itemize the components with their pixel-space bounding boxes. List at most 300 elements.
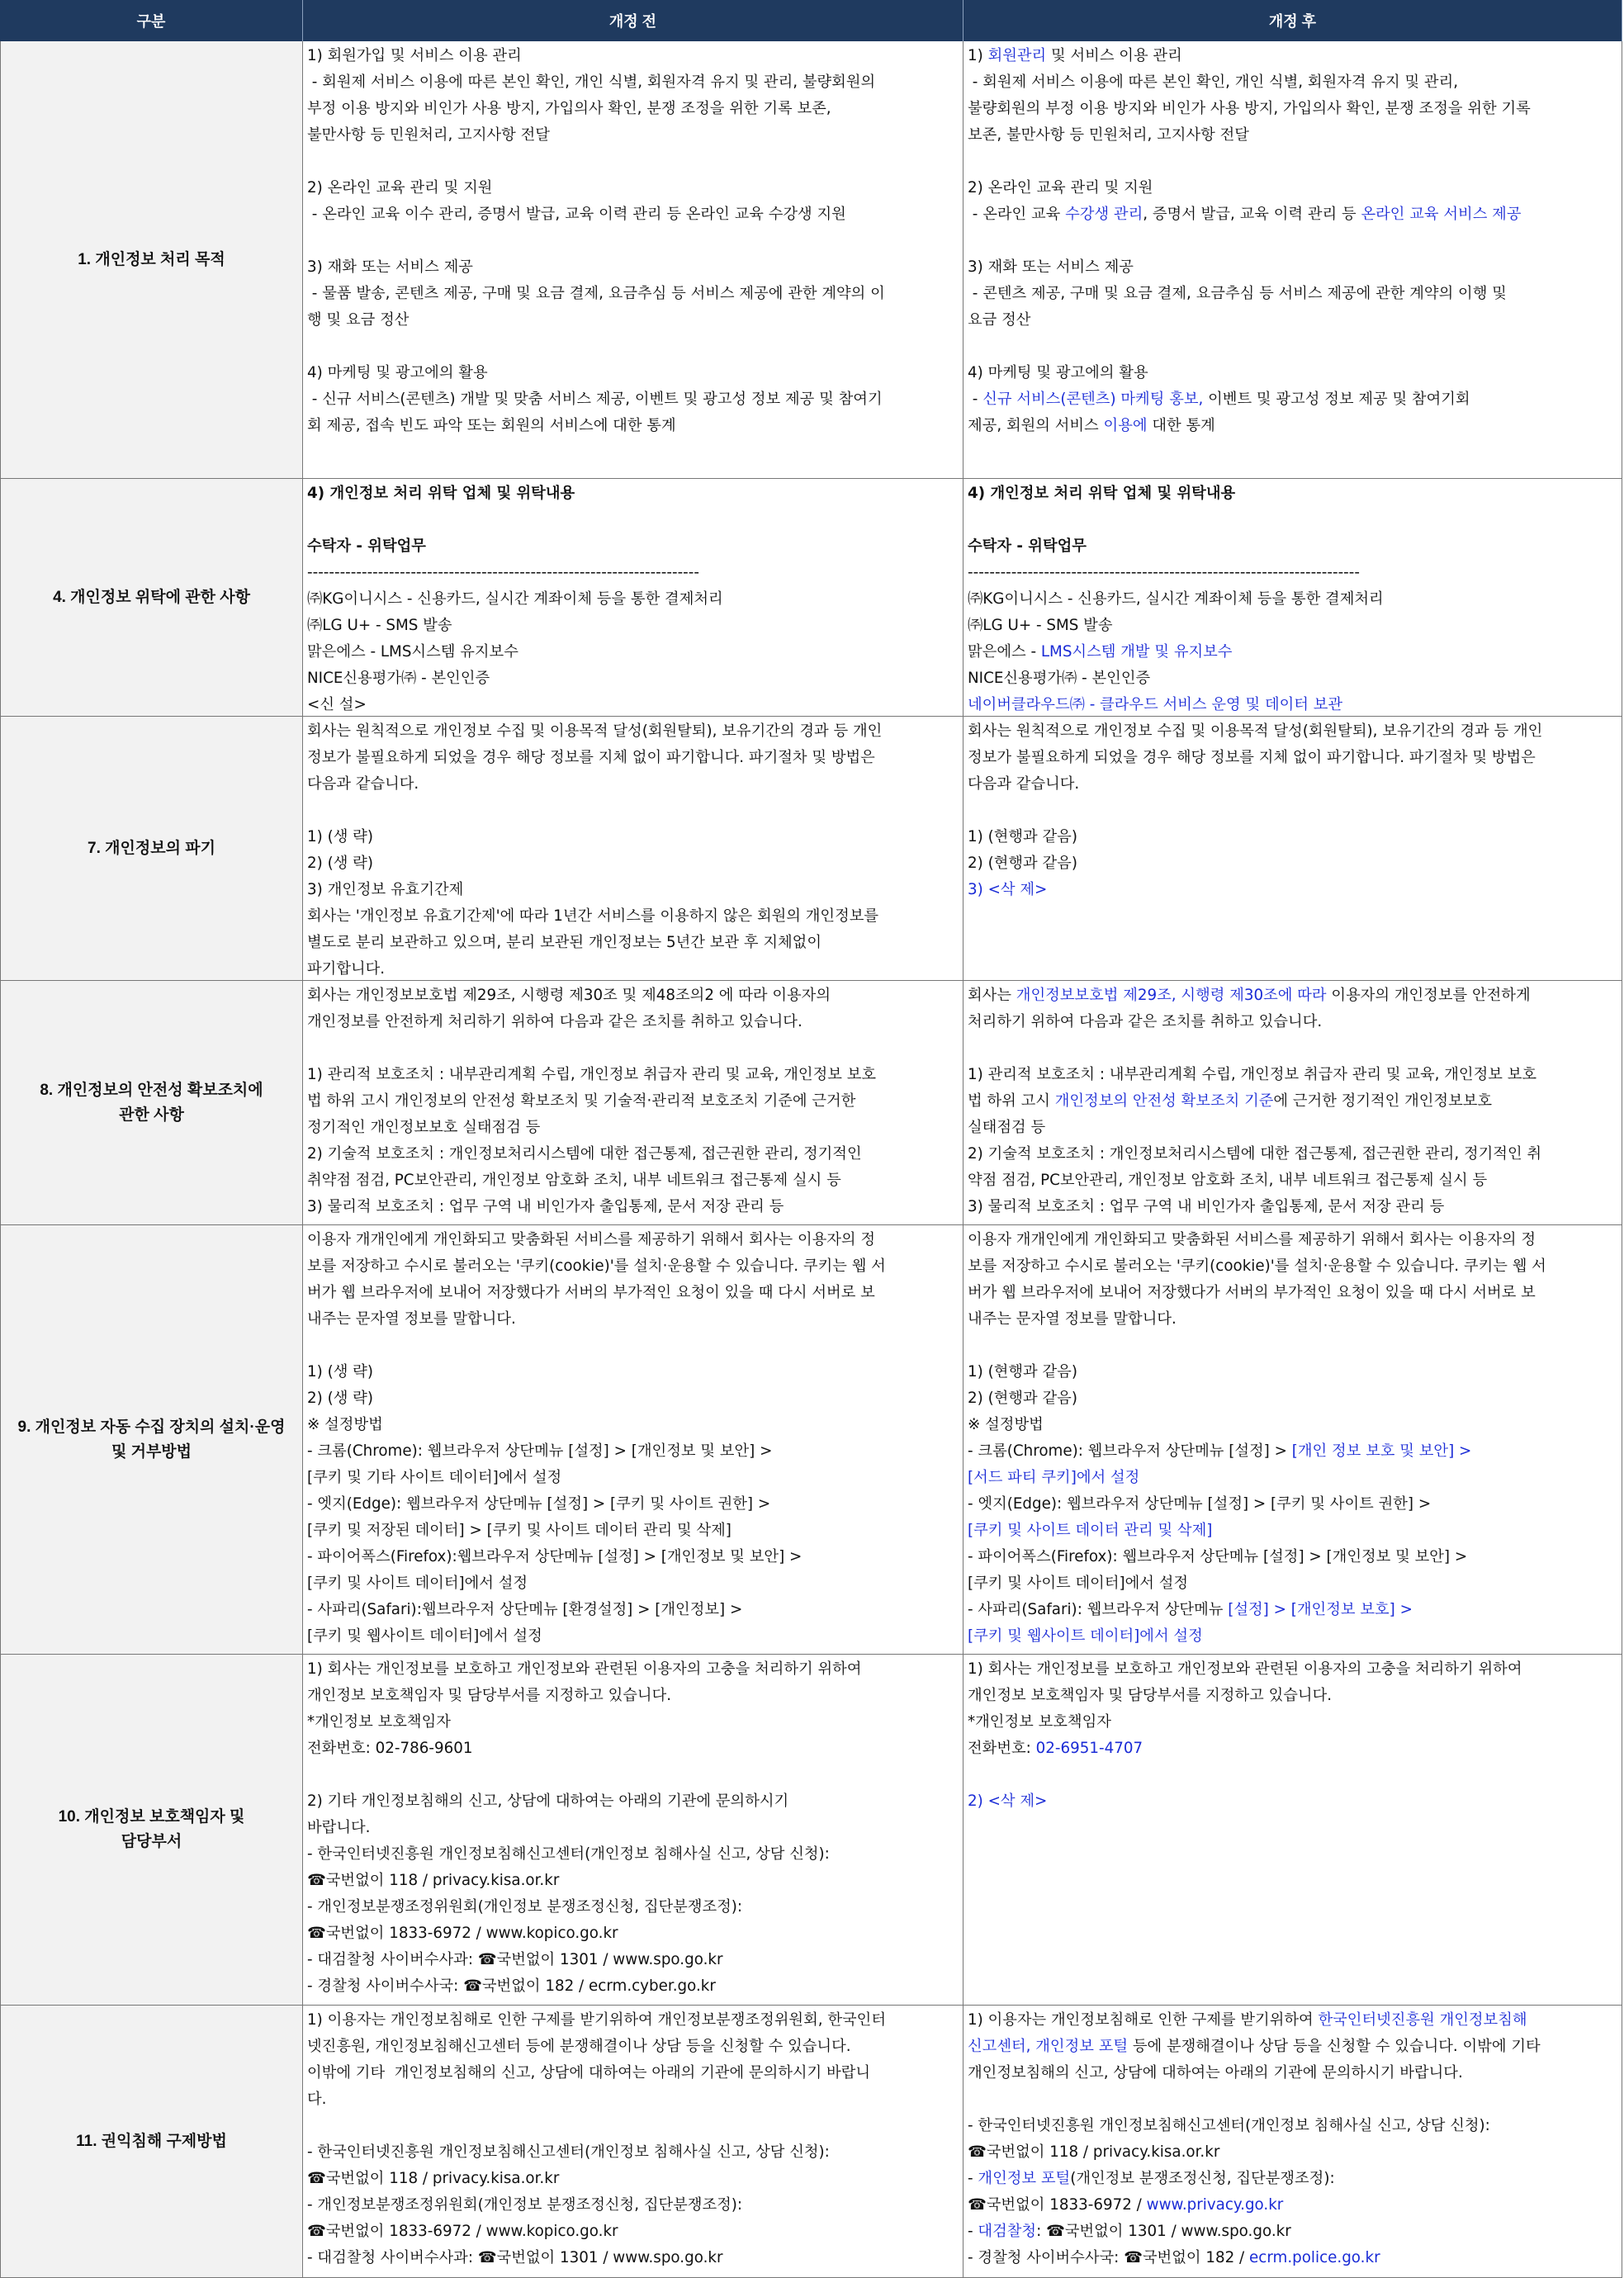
before-text-cell (303, 41, 964, 478)
text-segment: 2) 기타 개인정보침해의 신고, 상담에 대하여는 아래의 기관에 문의하시기 (307, 1793, 789, 1810)
text-segment: - 엣지(Edge): 웹브라우저 상단메뉴 [설정] > [쿠키 및 사이트 권한] > (307, 1495, 771, 1513)
text-segment: 회사는 (968, 987, 1016, 1004)
changed-text: 회원관리 (987, 47, 1047, 64)
text-line (307, 1736, 959, 1762)
text-line (968, 1623, 1617, 1650)
text-segment: ☎국번없이 1833-6972 / www.kopico.go.kr (307, 1925, 618, 1942)
table-row (0, 479, 1622, 717)
text-segment: 바랍니다. (307, 1819, 371, 1836)
text-line (968, 1035, 1617, 1062)
text-line (307, 1491, 959, 1518)
text-line (307, 1597, 959, 1623)
text-segment: 불만사항 등 민원처리, 고지사항 전달 (307, 126, 550, 144)
text-segment: 2) (현행과 같음) (968, 1390, 1077, 1407)
text-segment: 3) 재화 또는 서비스 제공 (968, 258, 1134, 276)
row-category-label: 8. 개인정보의 안전성 확보조치에 관한 사항 (0, 981, 303, 1224)
text-segment: ※ 설정방법 (968, 1416, 1044, 1433)
text-line (307, 2219, 959, 2245)
after-text-cell (964, 717, 1622, 980)
before-text-cell (303, 717, 964, 980)
text-line (307, 1359, 959, 1385)
text-line (307, 1947, 959, 1973)
text-segment: ------------------------------------------------------------------------ (968, 564, 1360, 581)
text-segment: ☎국번없이 118 / privacy.kisa.or.kr (968, 2143, 1220, 2161)
text-segment: 회사는 개인정보보호법 제29조, 시행령 제30조 및 제48조의2 에 따라 이용자의 (307, 987, 831, 1004)
text-segment: - 크롬(Chrome): 웹브라우저 상단메뉴 [설정] > (968, 1442, 1292, 1460)
text-segment: 이용자의 개인정보를 안전하게 (1326, 987, 1531, 1004)
text-line (968, 2219, 1617, 2245)
text-segment: <신 설> (307, 696, 367, 713)
text-segment: [쿠키 및 웹사이트 데이터]에서 설정 (307, 1627, 542, 1645)
text-segment: - 한국인터넷진흥원 개인정보침해신고센터(개인정보 침해사실 신고, 상담 신청): (307, 2143, 830, 2161)
text-line (307, 149, 959, 175)
row-category-label: 10. 개인정보 보호책임자 및 담당부서 (0, 1655, 303, 2005)
before-text-cell (303, 1225, 964, 1654)
text-line (307, 2086, 959, 2113)
table-body (0, 41, 1622, 2278)
text-segment: 행 및 요금 정산 (307, 311, 410, 329)
text-line (968, 1736, 1617, 1762)
text-segment: 3) 물리적 보호조치 : 업무 구역 내 비인가자 출입통제, 문서 저장 관리 등 (307, 1198, 784, 1215)
text-line (968, 507, 1617, 533)
text-segment: 전화번호: 02-786-9601 (307, 1740, 473, 1757)
text-segment: 4) 마케팅 및 광고에의 활용 (307, 364, 488, 381)
text-line (307, 1141, 959, 1167)
text-segment: 2) 온라인 교육 관리 및 지원 (968, 179, 1153, 197)
changed-text: 3) <삭 제> (968, 881, 1048, 898)
text-line (307, 507, 959, 533)
text-line (968, 360, 1617, 386)
text-segment: NICE신용평가㈜ - 본인인증 (307, 670, 490, 687)
text-line (307, 956, 959, 980)
text-segment: - 크롬(Chrome): 웹브라우저 상단메뉴 [설정] > [개인정보 및 보안] > (307, 1442, 773, 1460)
text-line (968, 1333, 1617, 1359)
text-segment: 정보가 불필요하게 되었을 경우 해당 정보를 지체 없이 파기합니다. 파기절차 및 방법은 (968, 749, 1536, 766)
text-line (307, 718, 959, 745)
text-segment: *개인정보 보호책임자 (968, 1713, 1111, 1731)
text-segment: NICE신용평가㈜ - 본인인증 (968, 670, 1151, 687)
table-row (0, 981, 1622, 1225)
text-segment: - 개인정보분쟁조정위원회(개인정보 분쟁조정신청, 집단분쟁조정): (307, 2196, 743, 2214)
text-line (968, 2007, 1617, 2034)
text-line (307, 692, 959, 716)
text-segment: 정보가 불필요하게 되었을 경우 해당 정보를 지체 없이 파기합니다. 파기절차 및 방법은 (307, 749, 875, 766)
changed-text: 온라인 교육 서비스 제공 (1361, 206, 1522, 223)
text-segment: [쿠키 및 사이트 데이터]에서 설정 (307, 1575, 528, 1592)
text-segment: 이용자 개개인에게 개인화되고 맞춤화된 서비스를 제공하기 위해서 회사는 이용자의 정 (307, 1231, 876, 1248)
before-text-cell (303, 981, 964, 1224)
text-line (307, 1438, 959, 1465)
text-segment: 1) 이용자는 개인정보침해로 인한 구제를 받기위하여 개인정보분쟁조정위원회, 한국인터 (307, 2011, 886, 2029)
text-line (307, 1194, 959, 1220)
text-line (307, 824, 959, 850)
text-segment: 및 서비스 이용 관리 (1046, 47, 1182, 64)
text-segment: [쿠키 및 저장된 데이터] > [쿠키 및 사이트 데이터 관리 및 삭제] (307, 1522, 732, 1539)
text-segment: 처리하기 위하여 다음과 같은 조치를 취하고 있습니다. (968, 1013, 1323, 1030)
text-segment: - 파이어폭스(Firefox): 웹브라우저 상단메뉴 [설정] > [개인정보 및 보안] > (968, 1548, 1468, 1565)
text-line (968, 96, 1617, 122)
changed-text: [쿠키 및 사이트 데이터 관리 및 삭제] (968, 1522, 1213, 1539)
text-segment: 별도로 분리 보관하고 있으며, 분리 보관된 개인정보는 5년간 보관 후 지체없이 (307, 934, 822, 951)
changed-text: ecrm.police.go.kr (1249, 2249, 1380, 2266)
text-segment: [쿠키 및 사이트 데이터]에서 설정 (968, 1575, 1189, 1592)
text-line (968, 560, 1617, 586)
header-before: 개정 전 (303, 0, 964, 41)
changed-text: [서드 파티 쿠키]에서 설정 (968, 1469, 1140, 1486)
text-segment: 1) (현행과 같음) (968, 1363, 1077, 1381)
text-segment: 4) 마케팅 및 광고에의 활용 (968, 364, 1148, 381)
text-line (307, 745, 959, 771)
row-category-label: 1. 개인정보 처리 목적 (0, 41, 303, 478)
text-line (307, 1920, 959, 1947)
before-text-cell (303, 479, 964, 716)
changed-text: [개인 정보 보호 및 보안] > (1291, 1442, 1472, 1460)
text-line (968, 413, 1617, 439)
table-row (0, 1225, 1622, 1655)
text-segment: - 엣지(Edge): 웹브라우저 상단메뉴 [설정] > [쿠키 및 사이트 권한] > (968, 1495, 1432, 1513)
text-segment: 2) (생 략) (307, 1390, 373, 1407)
text-segment: 1) (생 략) (307, 1363, 373, 1381)
text-line (307, 122, 959, 149)
text-line (307, 2139, 959, 2166)
text-segment: ㈜KG이니시스 - 신용카드, 실시간 계좌이체 등을 통한 결제처리 (307, 590, 723, 608)
text-line (968, 281, 1617, 307)
text-line (968, 201, 1617, 228)
text-segment: - 사파리(Safari): 웹브라우저 상단메뉴 (968, 1601, 1229, 1618)
text-segment: 전화번호: (968, 1740, 1036, 1757)
text-line (307, 586, 959, 613)
text-line (307, 1009, 959, 1035)
text-segment: - 온라인 교육 이수 관리, 증명서 발급, 교육 이력 관리 등 온라인 교육 수강생 지원 (307, 206, 846, 223)
text-line (307, 360, 959, 386)
after-text-cell (964, 479, 1622, 716)
text-line (307, 1570, 959, 1597)
text-line (968, 533, 1617, 560)
text-line (968, 1762, 1617, 1788)
text-line (968, 718, 1617, 745)
text-line (968, 175, 1617, 201)
text-segment: 법 하위 고시 (968, 1092, 1055, 1110)
text-segment: 1) 회사는 개인정보를 보호하고 개인정보와 관련된 이용자의 고충을 처리하기 위하여 (307, 1660, 862, 1678)
text-line (307, 1868, 959, 1894)
text-line (307, 903, 959, 930)
text-line (968, 1167, 1617, 1194)
text-line (307, 1623, 959, 1650)
text-line (968, 1141, 1617, 1167)
text-segment: 다음과 같습니다. (307, 775, 419, 793)
text-line (968, 586, 1617, 613)
text-line (307, 334, 959, 360)
text-segment: [쿠키 및 기타 사이트 데이터]에서 설정 (307, 1469, 562, 1486)
text-line (968, 1438, 1617, 1465)
text-segment: 회사는 원칙적으로 개인정보 수집 및 이용목적 달성(회원탈퇴), 보유기간의 경과 등 개인 (307, 722, 883, 740)
text-segment: - 대검찰청 사이버수사과: ☎국번없이 1301 / www.spo.go.kr (307, 2249, 723, 2266)
text-line (968, 43, 1617, 69)
text-line (307, 2034, 959, 2060)
text-line (307, 1227, 959, 1253)
text-line (968, 798, 1617, 824)
changed-text: 수강생 관리 (1065, 206, 1143, 223)
text-line (307, 1385, 959, 1412)
text-line (968, 1491, 1617, 1518)
text-segment: 이밖에 기타 개인정보침해의 신고, 상담에 대하여는 아래의 기관에 문의하시기 바랍니 (307, 2064, 871, 2081)
text-line (968, 2060, 1617, 2086)
header-after: 개정 후 (964, 0, 1622, 41)
text-line (968, 1194, 1617, 1220)
text-segment: 1) 관리적 보호조치 : 내부관리계획 수립, 개인정보 취급자 관리 및 교육, 개인정보 보호 (968, 1066, 1537, 1083)
text-line (968, 2139, 1617, 2166)
row-category-label: 7. 개인정보의 파기 (0, 717, 303, 980)
text-line (307, 930, 959, 956)
text-segment: - 신규 서비스(콘텐츠) 개발 및 맞춤 서비스 제공, 이벤트 및 광고성 정보 제공 및 참여기 (307, 391, 883, 408)
text-segment: 맑은에스 - (968, 643, 1041, 661)
after-text-cell (964, 1225, 1622, 1654)
text-segment: 1) 회사는 개인정보를 보호하고 개인정보와 관련된 이용자의 고충을 처리하기 위하여 (968, 1660, 1522, 1678)
text-line (307, 850, 959, 877)
text-line (307, 1088, 959, 1115)
text-line (968, 386, 1617, 413)
text-segment: 실태점검 등 (968, 1119, 1046, 1136)
text-segment: - 회원제 서비스 이용에 따른 본인 확인, 개인 식별, 회원자격 유지 및 관리, (968, 73, 1459, 91)
text-line (968, 1709, 1617, 1736)
text-line (307, 1973, 959, 2000)
row-category-label: 11. 권익침해 구제방법 (0, 2006, 303, 2277)
text-segment: 1) (현행과 같음) (968, 828, 1077, 845)
text-line (307, 771, 959, 798)
text-line (968, 481, 1617, 507)
changed-text: 02-6951-4707 (1035, 1740, 1143, 1757)
text-line (968, 1518, 1617, 1544)
text-line (307, 2113, 959, 2139)
table-row (0, 1655, 1622, 2006)
text-line (968, 665, 1617, 692)
text-line (968, 2245, 1617, 2271)
changed-text: 이용에 (1103, 417, 1148, 434)
text-line (307, 1788, 959, 1815)
table-row (0, 2006, 1622, 2278)
text-line (307, 201, 959, 228)
text-segment: (개인정보 분쟁조정신청, 집단분쟁조정): (1070, 2170, 1335, 2187)
text-segment: ------------------------------------------------------------------------ (307, 564, 699, 581)
text-segment: - 한국인터넷진흥원 개인정보침해신고센터(개인정보 침해사실 신고, 상담 신청): (968, 2117, 1490, 2134)
text-line (307, 2166, 959, 2192)
changed-text: www.privacy.go.kr (1146, 2196, 1284, 2214)
text-line (968, 613, 1617, 639)
text-line (307, 1412, 959, 1438)
text-segment: 회사는 원칙적으로 개인정보 수집 및 이용목적 달성(회원탈퇴), 보유기간의 경과 등 개인 (968, 722, 1543, 740)
text-line (968, 1009, 1617, 1035)
text-segment: 보를 저장하고 수시로 불러오는 '쿠키(cookie)'를 설치·운용할 수 있습니다. 쿠키는 웹 서 (968, 1257, 1546, 1275)
text-segment: 이벤트 및 광고성 정보 제공 및 참여기회 (1203, 391, 1470, 408)
text-line (307, 613, 959, 639)
header-category: 구분 (0, 0, 303, 41)
text-line (968, 1570, 1617, 1597)
text-segment: - 개인정보분쟁조정위원회(개인정보 분쟁조정신청, 집단분쟁조정): (307, 1898, 743, 1916)
changed-text: 개인정보보호법 제29조, 시행령 제30조에 따라 (1016, 987, 1327, 1004)
text-line (968, 1385, 1617, 1412)
text-line (307, 1709, 959, 1736)
text-line (307, 254, 959, 281)
text-segment: ※ 설정방법 (307, 1416, 383, 1433)
text-line (307, 281, 959, 307)
after-text-cell (964, 1655, 1622, 2005)
text-line (968, 1227, 1617, 1253)
text-segment: 버가 웹 브라우저에 보내어 저장했다가 서버의 부가적인 요청이 있을 때 다시 서버로 보 (307, 1284, 875, 1301)
text-line (307, 175, 959, 201)
text-line (307, 1115, 959, 1141)
text-line (307, 1167, 959, 1194)
text-line (968, 1306, 1617, 1333)
text-segment: - 물품 발송, 콘텐츠 제공, 구매 및 요금 결제, 요금추심 등 서비스 제공에 관한 계약의 이 (307, 285, 885, 302)
text-segment: 넷진흥원, 개인정보침해신고센터 등에 분쟁해결이나 상담 등을 신청할 수 있습니다. (307, 2038, 851, 2055)
after-text-cell (964, 981, 1622, 1224)
text-segment: 1) 회원가입 및 서비스 이용 관리 (307, 47, 522, 64)
text-line (968, 1683, 1617, 1709)
text-segment: 다. (307, 2091, 327, 2108)
text-line (307, 413, 959, 439)
text-line (968, 1788, 1617, 1815)
before-text-cell (303, 1655, 964, 2005)
changed-text: [쿠키 및 웹사이트 데이터]에서 설정 (968, 1627, 1203, 1645)
text-line (968, 2192, 1617, 2219)
row-category-label: 9. 개인정보 자동 수집 장치의 설치·운영 및 거부방법 (0, 1225, 303, 1654)
text-line (968, 1412, 1617, 1438)
text-segment: 수탁자 - 위탁업무 (307, 538, 426, 555)
text-segment: 3) 재화 또는 서비스 제공 (307, 258, 473, 276)
text-line (307, 43, 959, 69)
changed-text: 신고센터, 개인정보 포털 (968, 2038, 1129, 2055)
changed-text: 개인정보 포털 (978, 2170, 1071, 2187)
text-segment: 다음과 같습니다. (968, 775, 1080, 793)
text-segment: 개인정보를 안전하게 처리하기 위하여 다음과 같은 조치를 취하고 있습니다. (307, 1013, 803, 1030)
changed-text: 한국인터넷진흥원 개인정보침해 (1318, 2011, 1527, 2029)
text-line (307, 1815, 959, 1841)
text-line (968, 1465, 1617, 1491)
text-segment: 3) 물리적 보호조치 : 업무 구역 내 비인가자 출입통제, 문서 저장 관리 등 (968, 1198, 1445, 1215)
text-line (968, 307, 1617, 334)
text-segment: - (968, 2223, 978, 2240)
text-line (307, 2060, 959, 2086)
text-line (307, 2245, 959, 2271)
text-segment: 파기합니다. (307, 960, 386, 978)
text-segment: 개인정보 보호책임자 및 담당부서를 지정하고 있습니다. (307, 1687, 672, 1704)
text-segment: 내주는 문자열 정보를 말합니다. (307, 1310, 516, 1328)
text-line (968, 2113, 1617, 2139)
text-segment: 보를 저장하고 수시로 불러오는 '쿠키(cookie)'를 설치·운용할 수 있습니다. 쿠키는 웹 서 (307, 1257, 886, 1275)
text-line (307, 69, 959, 96)
changed-text: 2) <삭 제> (968, 1793, 1048, 1810)
text-line (307, 228, 959, 254)
text-line (968, 745, 1617, 771)
text-line (968, 850, 1617, 877)
text-segment: 회 제공, 접속 빈도 파악 또는 회원의 서비스에 대한 통계 (307, 417, 676, 434)
text-line (968, 1088, 1617, 1115)
text-segment: 법 하위 고시 개인정보의 안전성 확보조치 및 기술적·관리적 보호조치 기준에 근거한 (307, 1092, 856, 1110)
text-segment: 2) (현행과 같음) (968, 855, 1077, 872)
text-segment: 4) 개인정보 처리 위탁 업체 및 위탁내용 (307, 485, 575, 502)
text-segment: 버가 웹 브라우저에 보내어 저장했다가 서버의 부가적인 요청이 있을 때 다시 서버로 보 (968, 1284, 1536, 1301)
text-segment: ☎국번없이 118 / privacy.kisa.or.kr (307, 2170, 560, 2187)
text-segment: 요금 정산 (968, 311, 1031, 329)
changed-text: 네이버클라우드㈜ - 클라우드 서비스 운영 및 데이터 보관 (968, 696, 1343, 713)
text-segment: - 회원제 서비스 이용에 따른 본인 확인, 개인 식별, 회원자격 유지 및 관리, 불량회원의 (307, 73, 876, 91)
text-segment: - 파이어폭스(Firefox):웹브라우저 상단메뉴 [설정] > [개인정보 및 보안] > (307, 1548, 803, 1565)
text-line (307, 1762, 959, 1788)
text-segment: 내주는 문자열 정보를 말합니다. (968, 1310, 1177, 1328)
text-line (307, 1544, 959, 1570)
text-line (968, 254, 1617, 281)
text-segment: 약점 점검, PC보안관리, 개인정보 암호화 조치, 내부 네트워크 접근통제 실시 등 (968, 1172, 1488, 1189)
text-segment: ☎국번없이 1833-6972 / www.kopico.go.kr (307, 2223, 618, 2240)
text-line (968, 122, 1617, 149)
text-line (968, 1253, 1617, 1280)
changed-text: 대검찰청 (978, 2223, 1037, 2240)
text-segment: 2) (생 략) (307, 855, 373, 872)
text-line (968, 2086, 1617, 2113)
text-line (307, 1841, 959, 1868)
text-segment: 에 근거한 정기적인 개인정보보호 (1273, 1092, 1493, 1110)
text-line (968, 334, 1617, 360)
text-segment: 수탁자 - 위탁업무 (968, 538, 1087, 555)
text-segment: - (968, 2170, 978, 2187)
text-segment: 제공, 회원의 서비스 (968, 417, 1104, 434)
text-line (968, 877, 1617, 903)
text-line (968, 692, 1617, 716)
text-line (968, 1359, 1617, 1385)
text-line (968, 771, 1617, 798)
text-segment: 1) (968, 47, 988, 64)
text-line (307, 481, 959, 507)
text-segment: 맑은에스 - LMS시스템 유지보수 (307, 643, 518, 661)
text-line (307, 560, 959, 586)
text-segment: - (968, 391, 983, 408)
text-line (307, 1280, 959, 1306)
text-segment: - 사파리(Safari):웹브라우저 상단메뉴 [환경설정] > [개인정보] > (307, 1601, 743, 1618)
text-line (307, 983, 959, 1009)
text-line (968, 2034, 1617, 2060)
text-segment: 대한 통계 (1147, 417, 1215, 434)
text-segment: 개인정보침해의 신고, 상담에 대하여는 아래의 기관에 문의하시기 바랍니다. (968, 2064, 1463, 2081)
changed-text: LMS시스템 개발 및 유지보수 (1040, 643, 1233, 661)
text-line (968, 1280, 1617, 1306)
text-line (307, 1062, 959, 1088)
text-segment: ㈜LG U+ - SMS 발송 (307, 617, 452, 634)
changed-text: 개인정보의 안전성 확보조치 기준 (1054, 1092, 1274, 1110)
text-segment: 개인정보 보호책임자 및 담당부서를 지정하고 있습니다. (968, 1687, 1333, 1704)
text-line (307, 386, 959, 413)
text-segment: , 증명서 발급, 교육 이력 관리 등 (1143, 206, 1361, 223)
text-segment: - 대검찰청 사이버수사과: ☎국번없이 1301 / www.spo.go.kr (307, 1951, 723, 1968)
text-line (968, 1656, 1617, 1683)
text-segment: ㈜KG이니시스 - 신용카드, 실시간 계좌이체 등을 통한 결제처리 (968, 590, 1384, 608)
after-text-cell (964, 41, 1622, 478)
text-line (307, 1683, 959, 1709)
text-segment: 정기적인 개인정보보호 실태점검 등 (307, 1119, 541, 1136)
text-segment: - 온라인 교육 (968, 206, 1066, 223)
text-line (307, 1465, 959, 1491)
text-line (307, 1656, 959, 1683)
text-line (968, 1062, 1617, 1088)
changed-text: [설정] > [개인정보 보호] > (1228, 1601, 1413, 1618)
text-line (307, 1894, 959, 1920)
text-segment: - 경찰청 사이버수사국: ☎국번없이 182 / ecrm.cyber.go.kr (307, 1977, 716, 1995)
text-segment: 회사는 '개인정보 유효기간제'에 따라 1년간 서비스를 이용하지 않은 회원의 개인정보를 (307, 907, 879, 925)
changed-text: 신규 서비스(콘텐츠) 마케팅 홍보, (982, 391, 1204, 408)
text-segment: 등에 분쟁해결이나 상담 등을 신청할 수 있습니다. 이밖에 기타 (1128, 2038, 1541, 2055)
row-category-label: 4. 개인정보 위탁에 관한 사항 (0, 479, 303, 716)
table-row (0, 717, 1622, 981)
text-segment: : ☎국번없이 1301 / www.spo.go.kr (1036, 2223, 1291, 2240)
